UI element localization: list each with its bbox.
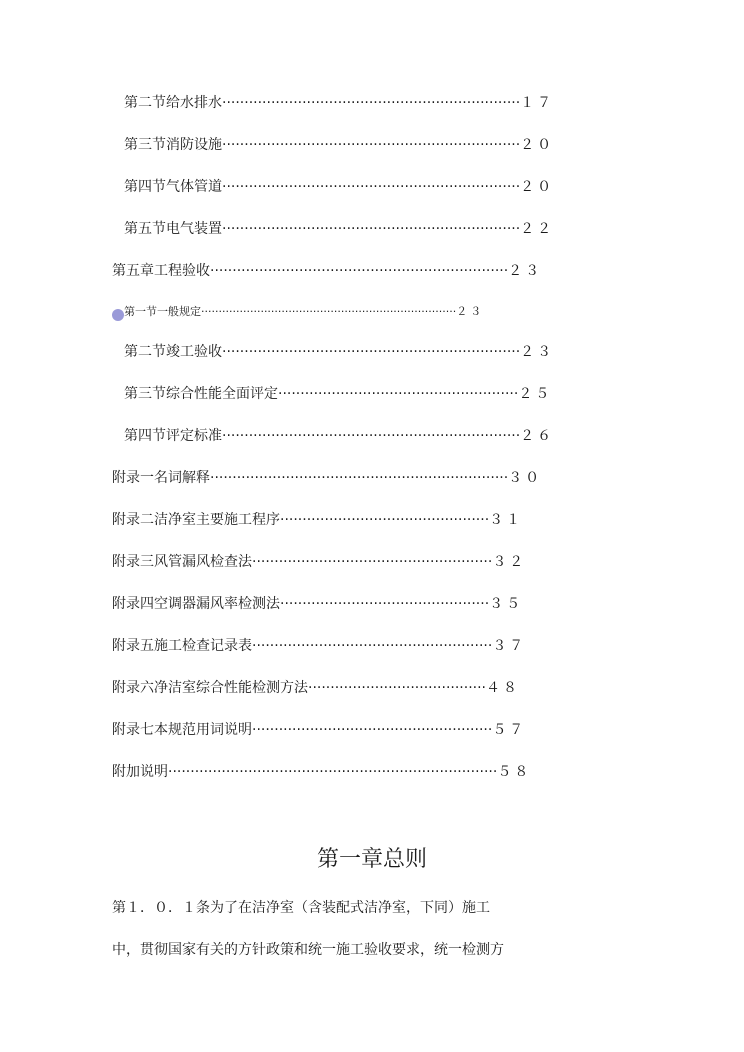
toc-title: 第二节竣工验收 (124, 344, 222, 360)
toc-entry[interactable] (112, 763, 531, 781)
toc-leader-dots: ··································································· (222, 179, 521, 195)
toc-page-number: ５８ (497, 764, 532, 780)
toc-title: 第五节电气装置 (124, 221, 222, 237)
toc-title: 第三节综合性能全面评定 (124, 386, 278, 402)
toc-page-number: ３５ (489, 596, 524, 612)
toc-page-number: １７ (520, 95, 555, 111)
toc-title: 附加说明 (112, 764, 168, 780)
toc-entry[interactable] (124, 136, 554, 154)
toc-entry[interactable] (112, 553, 526, 571)
chapter-title: 第一章总则 (316, 847, 427, 872)
toc-page-number: ２０ (520, 137, 555, 153)
toc-entry[interactable] (112, 721, 526, 739)
toc-entry[interactable] (124, 305, 484, 319)
toc-page-number: ２０ (520, 179, 555, 195)
toc-page-number: ２３ (508, 263, 543, 279)
toc-page-number: ３２ (492, 554, 527, 570)
toc-page-number: ２３ (520, 344, 555, 360)
toc-entry[interactable] (124, 220, 554, 238)
toc-entry[interactable] (112, 511, 523, 529)
toc-title: 第二节给水排水 (124, 95, 222, 111)
toc-page-number: ２６ (520, 428, 555, 444)
toc-entry[interactable] (112, 262, 542, 280)
toc-entry[interactable] (124, 385, 552, 403)
toc-title: 第三节消防设施 (124, 137, 222, 153)
toc-title: 附录一名词解释 (112, 470, 210, 486)
toc-leader-dots: ········································ (308, 680, 487, 696)
toc-leader-dots: ··································································· (222, 428, 521, 444)
toc-leader-dots: ·········································································· (168, 764, 498, 780)
toc-title: 附录二洁净室主要施工程序 (112, 512, 280, 528)
toc-entry[interactable] (112, 679, 520, 697)
toc-entry[interactable] (112, 469, 542, 487)
bullet-marker-icon (112, 309, 124, 321)
toc-title: 第四节评定标准 (124, 428, 222, 444)
toc-title: 附录六净洁室综合性能检测方法 (112, 680, 308, 696)
toc-title: 附录四空调器漏风率检测法 (112, 596, 280, 612)
toc-page-number: ３１ (489, 512, 524, 528)
toc-title: 第四节气体管道 (124, 179, 222, 195)
toc-entry[interactable] (124, 94, 554, 112)
toc-leader-dots: ··································································· (222, 95, 521, 111)
body-text-line: 第１．０．１条为了在洁净室（含装配式洁净室，下同）施工 (112, 900, 490, 916)
toc-page-number: ２５ (518, 386, 553, 402)
toc-leader-dots: ······················································ (252, 554, 493, 570)
toc-title: 第五章工程验收 (112, 263, 210, 279)
toc-entry[interactable] (112, 595, 523, 613)
toc-entry[interactable] (112, 637, 526, 655)
body-text-line: 中，贯彻国家有关的方针政策和统一施工验收要求，统一检测方 (112, 942, 504, 958)
toc-leader-dots: ··································································· (210, 470, 509, 486)
toc-entry[interactable] (124, 178, 554, 196)
toc-leader-dots: ········································································· (201, 305, 457, 318)
toc-page-number: ５７ (492, 722, 527, 738)
toc-leader-dots: ··································································· (222, 137, 521, 153)
toc-leader-dots: ··············································· (280, 512, 490, 528)
toc-page-number: ２３ (456, 305, 485, 318)
toc-leader-dots: ······················································ (252, 638, 493, 654)
toc-leader-dots: ··································································· (222, 221, 521, 237)
toc-title: 第一节一般规定 (124, 305, 201, 318)
toc-page-number: ２２ (520, 221, 555, 237)
toc-page-number: ３０ (508, 470, 543, 486)
toc-entry[interactable] (124, 343, 554, 361)
toc-entry[interactable] (124, 427, 554, 445)
toc-page-number: ４８ (486, 680, 521, 696)
toc-leader-dots: ······················································ (278, 386, 519, 402)
toc-title: 附录三风管漏风检查法 (112, 554, 252, 570)
toc-leader-dots: ··································································· (222, 344, 521, 360)
toc-leader-dots: ······················································ (252, 722, 493, 738)
toc-leader-dots: ··································································· (210, 263, 509, 279)
toc-page-number: ３７ (492, 638, 527, 654)
toc-title: 附录七本规范用词说明 (112, 722, 252, 738)
toc-leader-dots: ··············································· (280, 596, 490, 612)
toc-title: 附录五施工检查记录表 (112, 638, 252, 654)
